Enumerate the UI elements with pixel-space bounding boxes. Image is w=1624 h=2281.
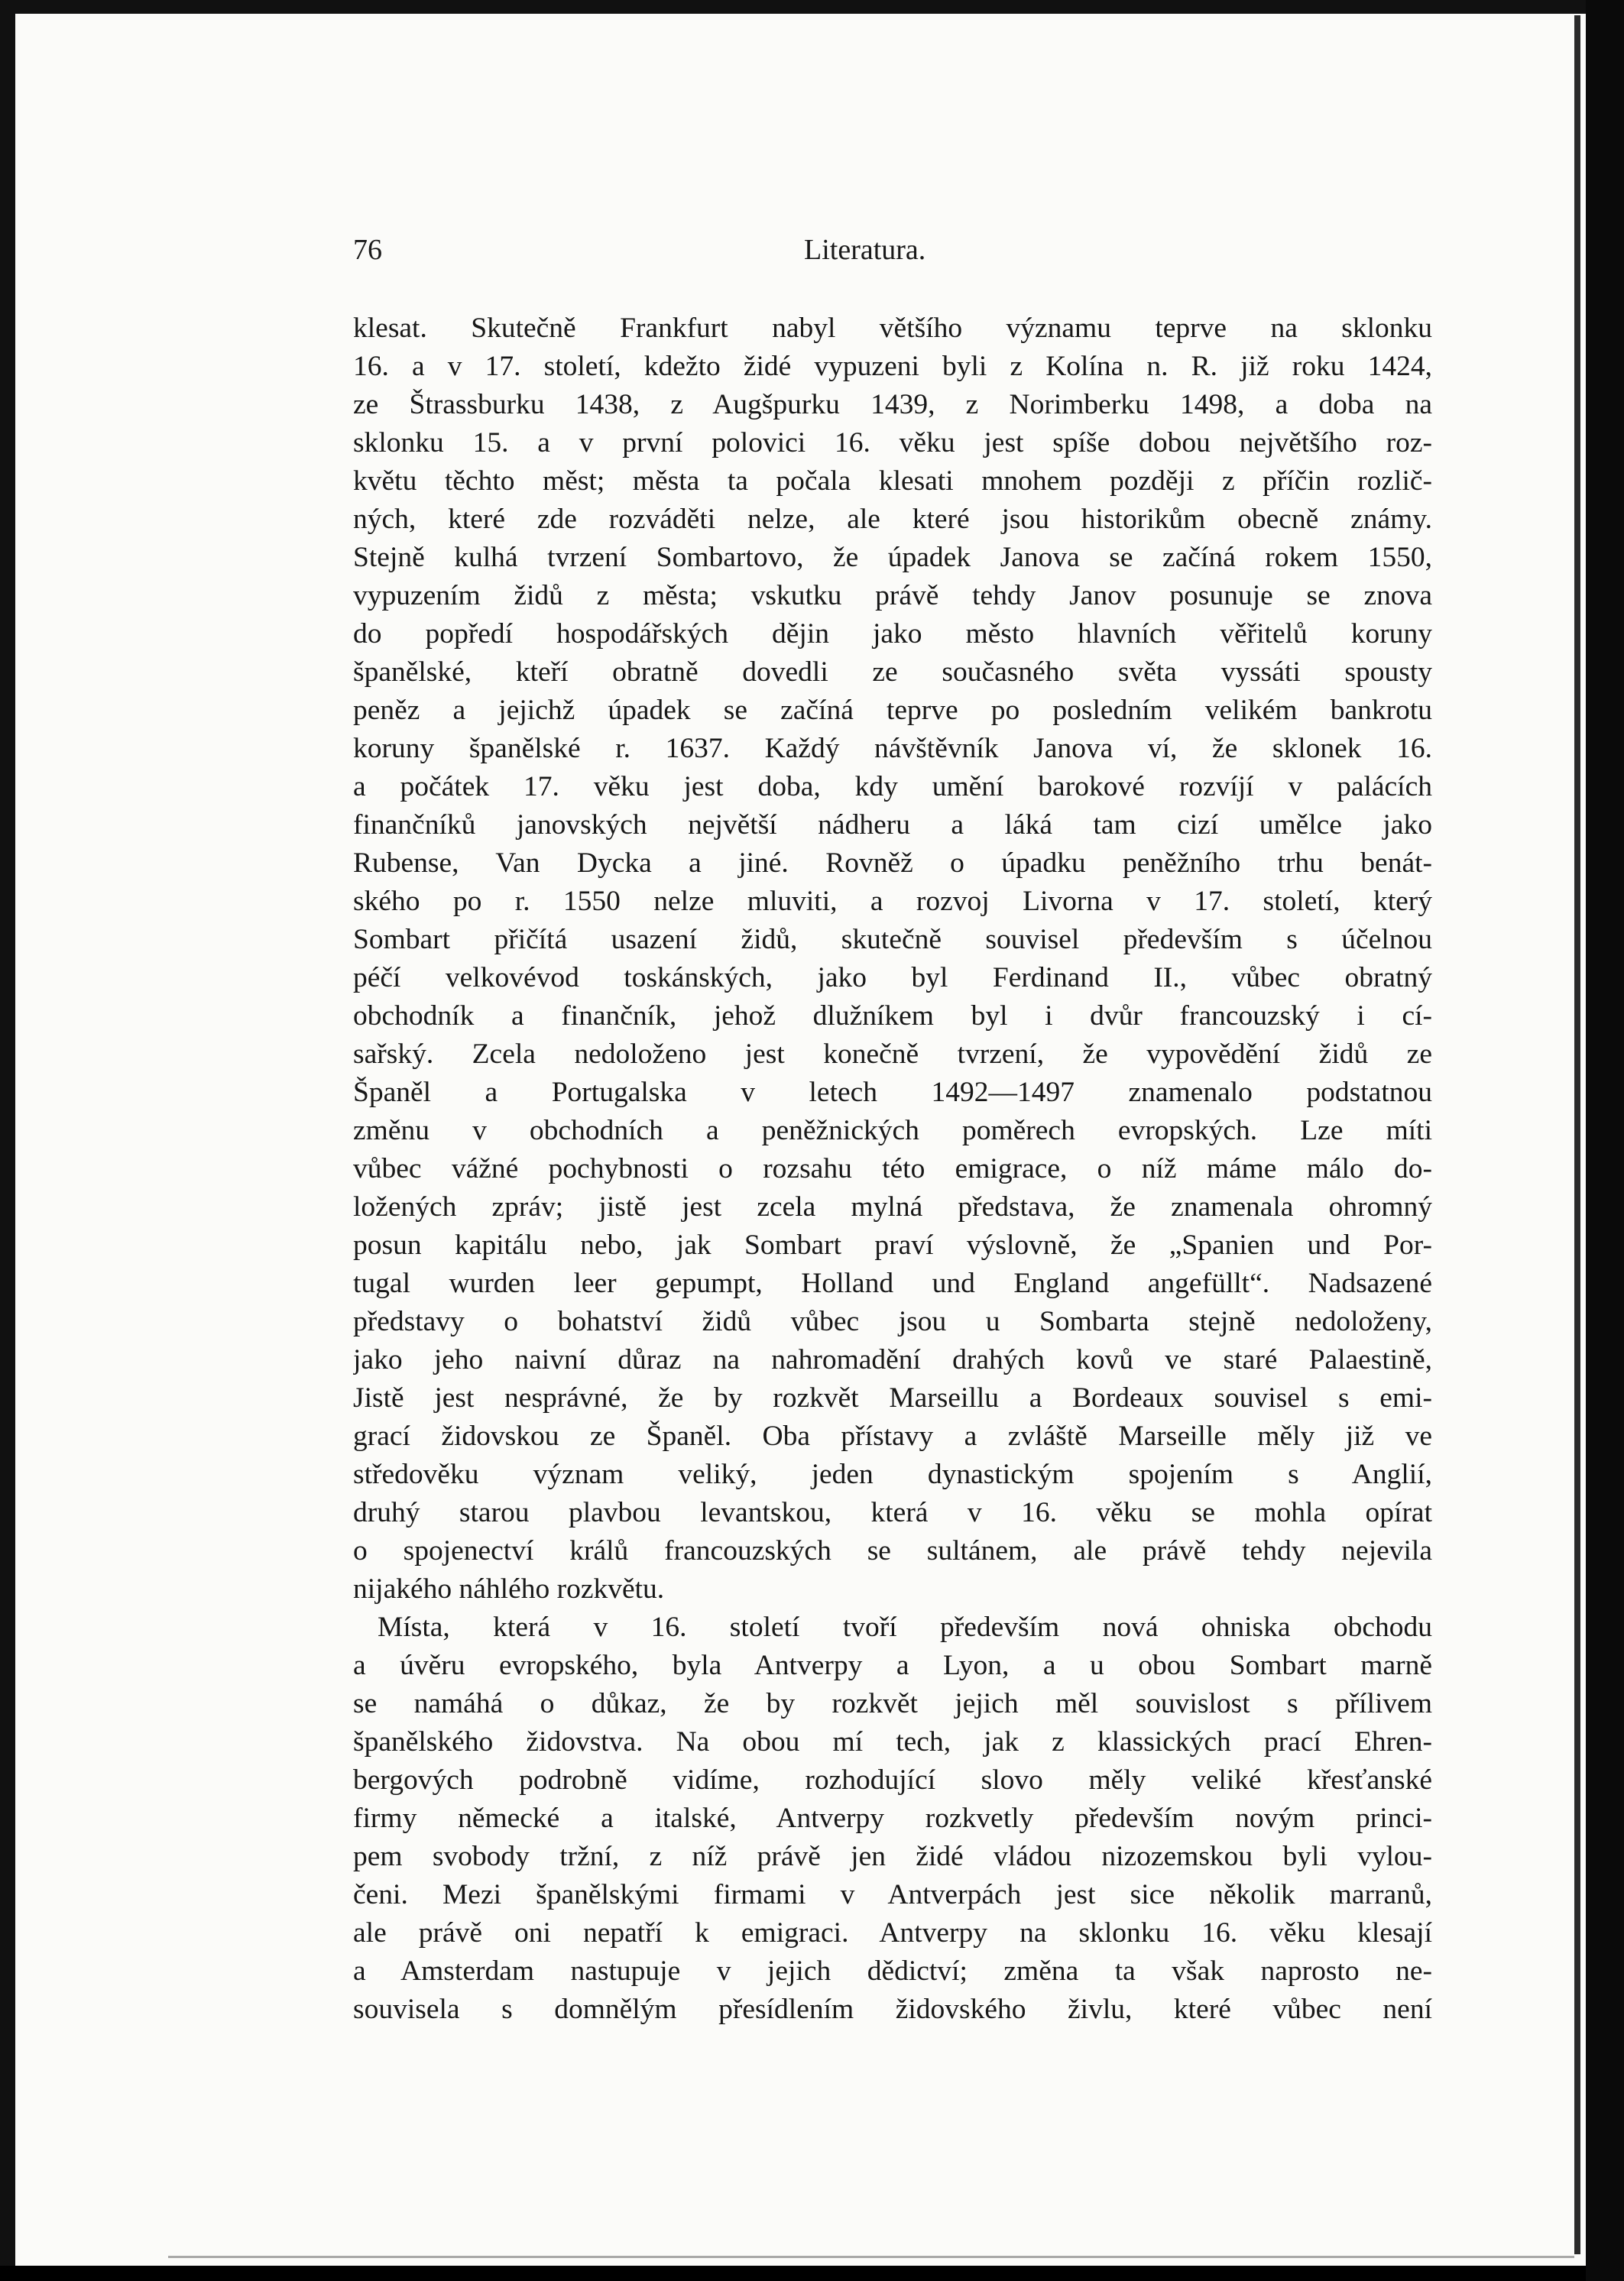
text-line: Stejně kulhá tvrzení Sombartovo, že úpadek Janova se začíná rokem 1550, xyxy=(353,542,1432,573)
text-line: klesat. Skutečně Frankfurt nabyl většího významu teprve na sklonku xyxy=(353,313,1432,344)
text-line: čeni. Mezi španělskými firmami v Antverpách jest sice několik marranů, xyxy=(353,1879,1432,1910)
text-line: koruny španělské r. 1637. Každý návštěvník Janova ví, že sklonek 16. xyxy=(353,733,1432,764)
text-line: o spojenectví králů francouzských se sultánem, ale právě tehdy nejevila xyxy=(353,1535,1432,1567)
text-line: Jistě jest nesprávné, že by rozkvět Marseillu a Bordeaux souvisel s emi- xyxy=(353,1382,1432,1414)
text-line: pem svobody tržní, z níž právě jen židé vládou nizozemskou byli vylou- xyxy=(353,1841,1432,1872)
text-line: a počátek 17. věku jest doba, kdy umění barokové rozvíjí v palácích xyxy=(353,771,1432,802)
text-line: firmy německé a italské, Antverpy rozkvetly především novým princi- xyxy=(353,1803,1432,1834)
text-line: vůbec vážné pochybnosti o rozsahu této emigrace, o níž máme málo do- xyxy=(353,1153,1432,1184)
text-line: a úvěru evropského, byla Antverpy a Lyon, a u obou Sombart marně xyxy=(353,1650,1432,1681)
text-line: finančníků janovských největší nádheru a láká tam cizí umělce jako xyxy=(353,809,1432,841)
text-line: sklonku 15. a v první polovici 16. věku jest spíše dobou největšího roz- xyxy=(353,427,1432,458)
text-line: středověku význam veliký, jeden dynastickým spojením s Anglií, xyxy=(353,1459,1432,1490)
text-line: jako jeho naivní důraz na nahromadění drahých kovů ve staré Palaestině, xyxy=(353,1344,1432,1375)
text-line: Sombart přičítá usazení židů, skutečně souvisel především s účelnou xyxy=(353,924,1432,955)
scan-right-margin xyxy=(1586,0,1624,2281)
text-line: Španěl a Portugalska v letech 1492—1497 znamenalo podstatnou xyxy=(353,1077,1432,1108)
text-line: tugal wurden leer gepumpt, Holland und England angefüllt“. Nadsazené xyxy=(353,1268,1432,1299)
text-line: do popředí hospodářských dějin jako město hlavních věřitelů koruny xyxy=(353,618,1432,650)
text-line: peněz a jejichž úpadek se začíná teprve po posledním velikém bankrotu xyxy=(353,695,1432,726)
text-line: posun kapitálu nebo, jak Sombart praví výslovně, že „Spanien und Por- xyxy=(353,1230,1432,1261)
text-line: druhý starou plavbou levantskou, která v 16. věku se mohla opírat xyxy=(353,1497,1432,1528)
text-line: souvisela s domnělým přesídlením židovského živlu, které vůbec není xyxy=(353,1994,1432,2025)
text-line: španělského židovstva. Na obou mí tech, jak z klassických prací Ehren- xyxy=(353,1726,1432,1758)
body-text xyxy=(353,309,1432,2029)
text-line: změnu v obchodních a peněžnických poměrech evropských. Lze míti xyxy=(353,1115,1432,1146)
text-line: španělské, kteří obratně dovedli ze současného světa vyssáti spousty xyxy=(353,656,1432,688)
scan-bottom-rule xyxy=(168,2256,1574,2258)
text-line: sařský. Zcela nedoloženo jest konečně tvrzení, že vypovědění židů ze xyxy=(353,1038,1432,1070)
text-line: ných, které zde rozváděti nelze, ale které jsou historikům obecně známy. xyxy=(353,504,1432,535)
text-line: se namáhá o důkaz, že by rozkvět jejich měl souvislost s přílivem xyxy=(353,1688,1432,1719)
text-line: obchodník a finančník, jehož dlužníkem byl i dvůr francouzský i cí- xyxy=(353,1000,1432,1032)
text-line: grací židovskou ze Španěl. Oba přístavy a zvláště Marseille měly již ve xyxy=(353,1421,1432,1452)
text-line: Rubense, Van Dycka a jiné. Rovněž o úpadku peněžního trhu benát- xyxy=(353,847,1432,879)
text-line: ze Štrassburku 1438, z Augšpurku 1439, z Norimberku 1498, a doba na xyxy=(353,389,1432,420)
text-line: ského po r. 1550 nelze mluviti, a rozvoj Livorna v 17. století, který xyxy=(353,886,1432,917)
scan-edge-line xyxy=(1574,15,1580,2254)
text-line: bergových podrobně vidíme, rozhodující slovo měly veliké křesťanské xyxy=(353,1764,1432,1796)
page-number: 76 xyxy=(353,234,382,266)
text-line: 16. a v 17. století, kdežto židé vypuzeni byli z Kolína n. R. již roku 1424, xyxy=(353,351,1432,382)
text-line: nijakého náhlého rozkvětu. xyxy=(353,1573,665,1605)
text-line: a Amsterdam nastupuje v jejich dědictví; změna ta však naprosto ne- xyxy=(353,1955,1432,1987)
text-line: péčí velkovévod toskánských, jako byl Ferdinand II., vůbec obratný xyxy=(353,962,1432,993)
text-line: představy o bohatství židů vůbec jsou u Sombarta stejně nedoloženy, xyxy=(353,1306,1432,1337)
text-line: ložených zpráv; jistě jest zcela mylná představa, že znamenala ohromný xyxy=(353,1191,1432,1223)
page-title: Literatura. xyxy=(804,234,926,266)
text-line: květu těchto měst; města ta počala klesati mnohem později z příčin rozlič- xyxy=(353,465,1432,497)
text-line: vypuzením židů z města; vskutku právě tehdy Janov posunuje se znova xyxy=(353,580,1432,611)
running-head xyxy=(353,233,1530,279)
text-line: Místa, která v 16. století tvoří především nová ohniska obchodu xyxy=(378,1612,1432,1643)
text-line: ale právě oni nepatří k emigraci. Antverpy na sklonku 16. věku klesají xyxy=(353,1917,1432,1949)
